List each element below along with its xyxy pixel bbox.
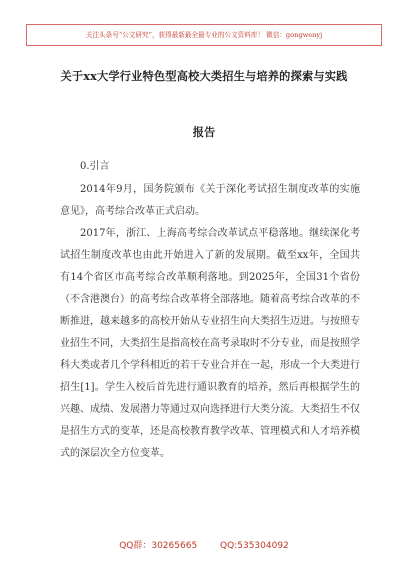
footer-contact	[0, 538, 408, 551]
qq-text: QQ:535304092	[220, 541, 289, 551]
document-body	[60, 156, 360, 465]
section-heading: 0.引言	[80, 161, 110, 172]
qq-group-text: QQ群：30265665	[119, 541, 198, 551]
promo-banner: 关注头条号“公文研究”，获得最新最全最专业的公文资料库！ 微信：gongwenyj	[26, 24, 382, 46]
paragraph: 2014年9月，国务院颁布《关于深化考试招生制度改革的实施意见》，高考综合改革正式启动。	[60, 184, 360, 217]
paragraph: 2017年，浙江、上海高考综合改革试点平稳落地。继续深化考试招生制度改革也由此开始进入了新的发展期。截至xx年，全国共有14个省区市高考综合改革顺利落地。到2025年，全国31个省份（不含港澳台）的高考综合改革将全部落地。随着高考综合改革的不断推进，越来越多的高校开始从专业招生向大类招生迈进。与按照专业招生不同，大类招生是指高校在高考录取时不分专业，而是按照学科大类或者几个学科相近的若干专业合并在一起，形成一个大类进行招生[1]。学生入校后首先进行通识教育的培养，然后再根据学生的兴趣、成绩、发展潜力等通过双向选择进行大类分流。大类招生不仅是招生方式的变革，还是高校教育教学改革、管理模式和人才培养模式的深层次全方位变革。	[60, 228, 360, 459]
document-title: 关于xx大学行业特色型高校大类招生与培养的探索与实践	[60, 69, 348, 83]
document-title-continued: 报告	[192, 125, 216, 139]
